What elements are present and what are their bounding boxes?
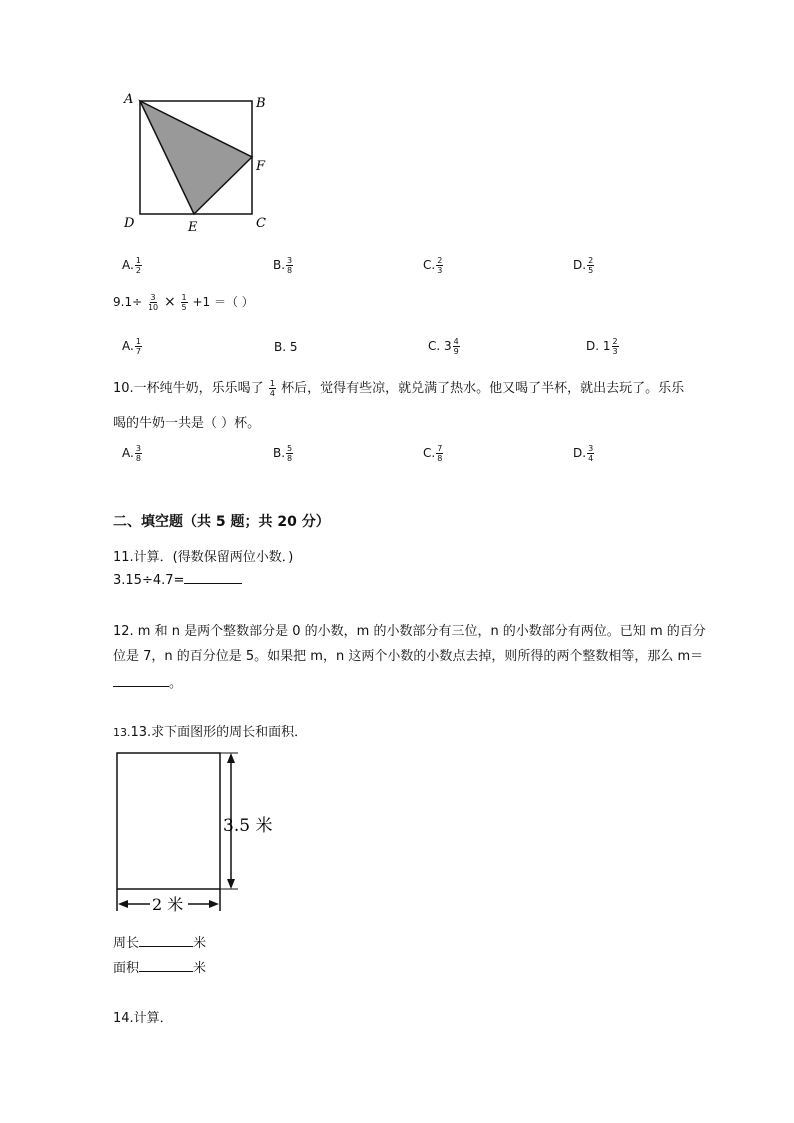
q10-line2 (113, 412, 260, 431)
q11-line2 (113, 571, 242, 588)
perimeter-label: 周长 (113, 936, 140, 951)
q12-end: 。 (169, 676, 183, 691)
fraction (135, 256, 142, 275)
option-prefix: D. 1 (586, 339, 611, 353)
area-blank[interactable] (139, 959, 193, 972)
option-prefix: C. (423, 258, 436, 272)
denominator: 8 (287, 454, 293, 463)
arrow-down-icon (227, 879, 235, 889)
denominator: 8 (437, 454, 443, 463)
label-c: C (256, 216, 266, 231)
option-prefix: A. (122, 258, 134, 272)
q9-option-a[interactable] (122, 337, 143, 356)
numerator: 7 (437, 444, 443, 453)
width-label: 2 米 (152, 895, 184, 914)
option-text: B. 5 (274, 340, 298, 354)
option-prefix: C. (423, 446, 436, 460)
label-e: E (188, 220, 198, 235)
denominator: 8 (287, 266, 293, 275)
q13-area-line (113, 957, 206, 976)
q12-line3 (113, 672, 182, 691)
denominator: 3 (612, 347, 618, 356)
fraction (147, 293, 159, 312)
q10-text-a: 10.一杯纯牛奶，乐乐喝了 (113, 381, 264, 396)
q9-question (113, 293, 254, 312)
option-prefix: A. (122, 446, 134, 460)
numerator: 3 (287, 256, 293, 265)
perimeter-blank[interactable] (139, 934, 193, 947)
fraction (181, 293, 188, 312)
denominator: 9 (453, 347, 459, 356)
q8-option-b[interactable] (273, 256, 294, 275)
label-d: D (124, 216, 135, 231)
q10-option-a[interactable] (122, 444, 143, 463)
numerator: 1 (135, 337, 141, 346)
numerator: 1 (181, 293, 187, 302)
q9-lead: 9.1÷ (113, 295, 143, 309)
arrow-left-icon (118, 900, 128, 908)
fraction (135, 444, 142, 463)
fraction (453, 337, 460, 356)
numerator: 2 (437, 256, 443, 265)
numerator: 5 (287, 444, 293, 453)
q12-line2: 位是 7，n 的百分位是 5。如果把 m，n 这两个小数的小数点去掉，则所得的两个整数相等，那么 m＝ (113, 649, 704, 664)
denominator: 7 (135, 347, 141, 356)
q8-option-d[interactable] (573, 256, 595, 275)
denominator: 8 (135, 454, 141, 463)
q8-option-c[interactable] (423, 256, 444, 275)
rectangle-figure (110, 745, 280, 915)
denominator: 5 (588, 266, 594, 275)
q10-option-d[interactable] (573, 444, 595, 463)
height-label: 3.5 米 (223, 816, 273, 836)
q8-option-a[interactable] (122, 256, 143, 275)
q13-text: 13.求下面图形的周长和面积． (130, 725, 308, 740)
label-f: F (256, 159, 266, 174)
fraction (436, 256, 443, 275)
label-a: A (124, 92, 134, 107)
q10-option-b[interactable] (273, 444, 294, 463)
numerator: 1 (135, 256, 141, 265)
denominator: 2 (135, 266, 141, 275)
numerator: 3 (150, 293, 156, 302)
numerator: 3 (588, 444, 594, 453)
denominator: 4 (269, 389, 275, 398)
option-prefix: D. (573, 446, 587, 460)
q10-text-c: 喝的牛奶一共是（ ）杯。 (113, 416, 261, 431)
q11-line1: 11.计算．(得数保留两位小数．) (113, 550, 294, 565)
q9-option-b[interactable] (274, 340, 298, 354)
perimeter-unit: 米 (193, 936, 207, 951)
option-prefix: A. (122, 339, 134, 353)
rectangle (117, 753, 220, 889)
numerator: 4 (453, 337, 459, 346)
q9-option-d[interactable] (586, 337, 620, 356)
arrow-up-icon (227, 753, 235, 763)
q9-option-c[interactable] (428, 337, 461, 356)
fraction (587, 256, 594, 275)
q10-option-c[interactable] (423, 444, 444, 463)
numerator: 2 (612, 337, 618, 346)
option-prefix: B. (273, 258, 286, 272)
answer-blank[interactable] (113, 674, 169, 687)
option-prefix: D. (573, 258, 587, 272)
fraction (286, 444, 293, 463)
q14-title: 14.计算． (113, 1011, 173, 1026)
shaded-triangle-aef (140, 101, 252, 214)
denominator: 5 (181, 303, 187, 312)
numerator: 2 (588, 256, 594, 265)
q13-title (113, 721, 307, 740)
denominator: 3 (437, 266, 443, 275)
q10-line1 (113, 377, 684, 398)
fraction (587, 444, 594, 463)
fraction (286, 256, 293, 275)
area-label: 面积 (113, 961, 140, 976)
q13-prefix: 13. (113, 726, 131, 739)
option-prefix: B. (273, 446, 286, 460)
q9-tail: +1 ＝（ ） (192, 295, 254, 309)
fraction (436, 444, 443, 463)
answer-blank[interactable] (184, 571, 242, 584)
denominator: 4 (588, 454, 594, 463)
section-2-heading: 二、填空题（共 5 题；共 20 分） (113, 514, 330, 530)
option-prefix: C. 3 (428, 339, 452, 353)
q11-expression: 3.15÷4.7= (113, 573, 185, 588)
numerator: 1 (269, 379, 275, 388)
fraction (269, 379, 276, 398)
square-figure (115, 85, 285, 235)
area-unit: 米 (193, 961, 207, 976)
times-sign: × (163, 294, 176, 310)
numerator: 3 (135, 444, 141, 453)
fraction (135, 337, 142, 356)
arrow-right-icon (209, 900, 219, 908)
denominator: 10 (147, 303, 159, 312)
fraction (612, 337, 619, 356)
q10-text-b: 杯后，觉得有些凉，就兑满了热水。他又喝了半杯，就出去玩了。乐乐 (281, 381, 685, 396)
q12-line1: 12. m 和 n 是两个整数部分是 0 的小数，m 的小数部分有三位，n 的小数部分有两位。已知 m 的百分 (113, 624, 706, 639)
label-b: B (256, 96, 266, 111)
q13-perimeter-line (113, 932, 206, 951)
